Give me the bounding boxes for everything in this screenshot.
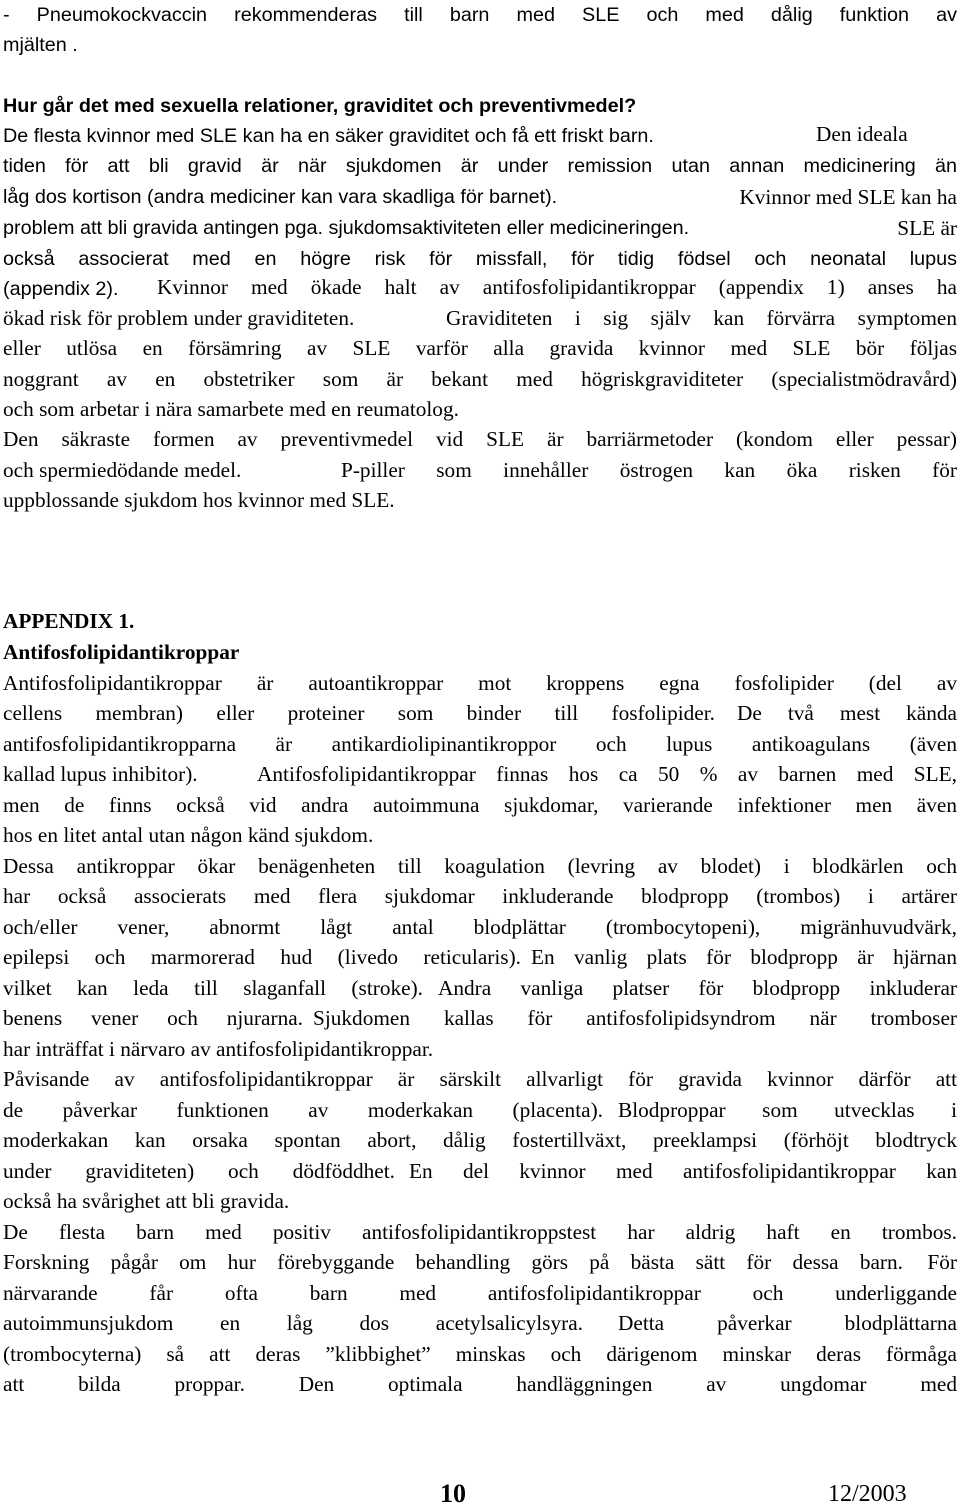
text-line: SLE är	[897, 216, 957, 240]
text-line: Graviditeten i sig själv kan förvärra symptomen	[446, 306, 957, 330]
text-line: och spermiedödande medel.	[3, 458, 242, 482]
text-line: (trombocyterna) så att deras ”klibbighet” minskas och därigenom minskar deras förmåga	[3, 1342, 957, 1366]
text-line: närvarande får ofta barn med antifosfolipidantikroppar och underliggande	[3, 1281, 957, 1305]
text-line: har inträffat i närvaro av antifosfolipidantikroppar.	[3, 1037, 434, 1061]
text-line: - Pneumokockvaccin rekommenderas till barn med SLE och med dålig funktion av	[3, 4, 957, 26]
text-line: också associerat med en högre risk för missfall, för tidig födsel och neonatal lupus	[3, 248, 957, 270]
text-line: tiden för att bli gravid är när sjukdomen är under remission utan annan medicinering än	[3, 155, 957, 177]
text-line: men de finns också vid andra autoimmuna sjukdomar, varierande infektioner men även	[3, 793, 957, 817]
text-line: De flesta barn med positiv antifosfolipidantikroppstest har aldrig haft en trombos.	[3, 1220, 957, 1244]
text-line: och som arbetar i nära samarbete med en reumatolog.	[3, 397, 459, 421]
text-line: Påvisande av antifosfolipidantikroppar är särskilt allvarligt för gravida kvinnor därför att	[3, 1067, 957, 1091]
text-line: Antifosfolipidantikroppar är autoantikroppar mot kroppens egna fosfolipider (del av	[3, 671, 957, 695]
text-line: kallad lupus inhibitor).	[3, 762, 198, 786]
text-line: De två mest kända	[737, 701, 957, 725]
text-line: cellens membran) eller proteiner som binder till fosfolipider.	[3, 701, 715, 725]
text-line: Blodproppar som utvecklas i	[618, 1098, 957, 1122]
text-line: uppblossande sjukdom hos kvinnor med SLE.	[3, 488, 395, 512]
text-line: problem att bli gravida antingen pga. sjukdomsaktiviteten eller medicineringen.	[3, 217, 690, 239]
text-line: låg dos kortison (andra mediciner kan vara skadliga för barnet).	[3, 186, 558, 208]
text-line: eller utlösa en försämring av SLE varför alla gravida kvinnor med SLE bör följas	[3, 336, 957, 360]
text-line: epilepsi och marmorerad hud (livedo reticularis).	[3, 945, 521, 969]
text-line: En del kvinnor med antifosfolipidantikroppar kan	[409, 1159, 957, 1183]
appendix-subtitle: Antifosfolipidantikroppar	[3, 640, 240, 664]
text-line: Detta påverkar blodplättarna	[618, 1311, 957, 1335]
text-line: Forskning pågår om hur förebyggande behandling görs på bästa sätt för dessa barn.	[3, 1250, 903, 1274]
text-line: hos en litet antal utan någon känd sjukdom.	[3, 823, 374, 847]
text-line: vilket kan leda till slaganfall (stroke).	[3, 976, 423, 1000]
text-line: Dessa antikroppar ökar benägenheten till koagulation (levring av blodet) i blodkärlen och	[3, 854, 957, 878]
text-line: också ha svårighet att bli gravida.	[3, 1189, 290, 1213]
text-line: P-piller som innehåller östrogen kan öka risken för	[341, 458, 957, 482]
text-line: Den säkraste formen av preventivmedel vid SLE är barriärmetoder (kondom eller pessar)	[3, 427, 957, 451]
page-number: 10	[440, 1479, 466, 1508]
text-line: (appendix 2).	[3, 278, 119, 300]
text-line: ökad risk för problem under graviditeten.	[3, 306, 355, 330]
text-line: Antifosfolipidantikroppar finnas hos ca 50 % av barnen med SLE,	[257, 762, 957, 786]
text-line: Kvinnor med SLE kan ha	[739, 185, 957, 209]
text-line: har också associerats med flera sjukdomar inkluderande blodpropp (trombos) i artärer	[3, 884, 957, 908]
text-line: under graviditeten) och dödföddhet.	[3, 1159, 395, 1183]
text-line: Andra vanliga platser för blodpropp inkluderar	[438, 976, 957, 1000]
text-line: En vanlig plats för blodpropp är hjärnan	[531, 945, 957, 969]
text-line: De flesta kvinnor med SLE kan ha en säker graviditet och få ett friskt barn.	[3, 125, 654, 147]
text-line: antifosfolipidantikropparna är antikardiolipinantikroppor och lupus antikoagulans (även	[3, 732, 957, 756]
text-line: och/eller vener, abnormt lågt antal blodplättar (trombocytopeni), migränhuvudvärk,	[3, 915, 957, 939]
footer-date: 12/2003	[828, 1481, 907, 1507]
text-line: de påverkar funktionen av moderkakan (placenta).	[3, 1098, 603, 1122]
text-line: att bilda proppar. Den optimala handläggningen av ungdomar med	[3, 1372, 957, 1396]
text-line: benens vener och njurarna.	[3, 1006, 303, 1030]
section-heading: Hur går det med sexuella relationer, graviditet och preventivmedel?	[3, 95, 637, 117]
text-line: För	[927, 1250, 957, 1274]
text-line: moderkakan kan orsaka spontan abort, dålig fostertillväxt, preeklampsi (förhöjt blodtryck	[3, 1128, 957, 1152]
text-line: mjälten .	[3, 34, 78, 56]
text-line: noggrant av en obstetriker som är bekant med högriskgraviditeter (specialistmödravård)	[3, 367, 957, 391]
text-line: Den ideala	[816, 122, 908, 146]
text-line: autoimmunsjukdom en låg dos acetylsalicylsyra.	[3, 1311, 583, 1335]
text-line: Kvinnor med ökade halt av antifosfolipidantikroppar (appendix 1) anses ha	[157, 275, 957, 299]
text-line: Sjukdomen kallas för antifosfolipidsyndrom när tromboser	[313, 1006, 957, 1030]
appendix-title: APPENDIX 1.	[3, 609, 135, 633]
